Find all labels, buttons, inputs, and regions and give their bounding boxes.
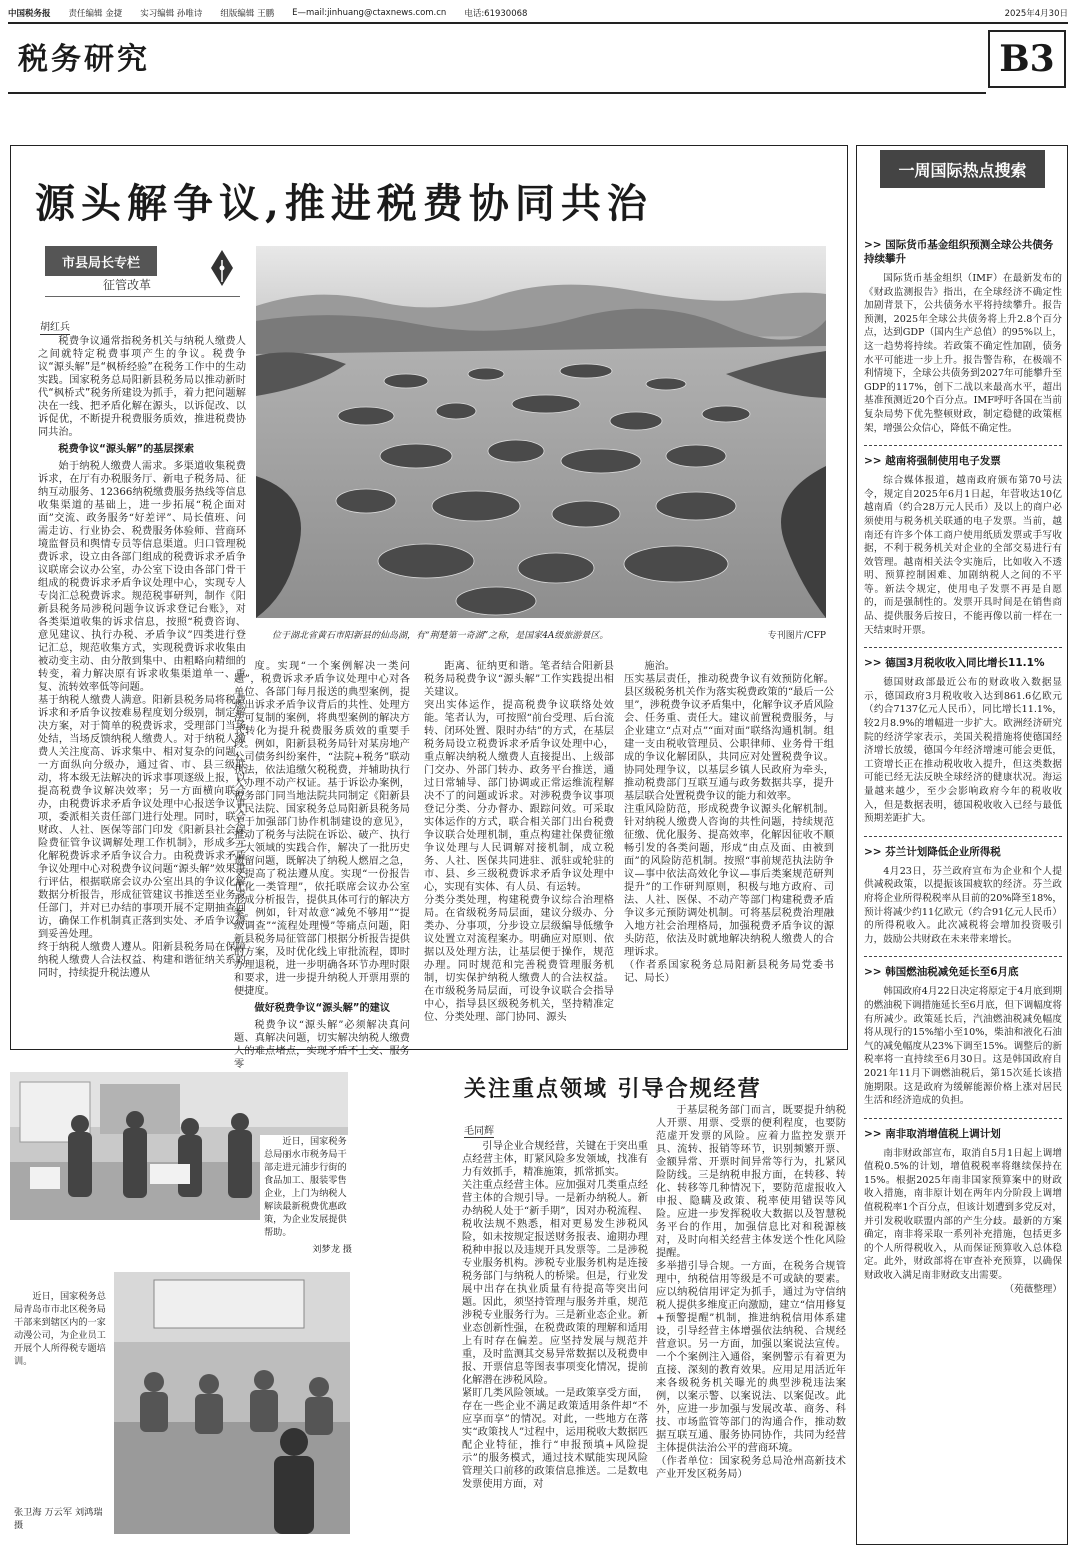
- sidebar-news-text: 德国财政部最近公布的财政收入数据显示，德国政府3月税收收入达到861.6亿欧元（约合7137亿元人民币），同比增长11.1%，较2月8.9%的增幅进一步扩大。欧洲经济研究院的经济学家表示，美国关税措施将使德国经济增长放缓，德国今年经济增速可能会更低，工资增长正在推动税收收入提升，但这类数据可能已经无法反映全球经济的健康状况。海运量越来越少，至少会影响政府今年的税收收入，但是数据表明，德国税收收入已经与最低预期差距扩大。: [864, 677, 1062, 825]
- sidebar-news-item: [864, 238, 1062, 446]
- sidebar-news-headline: >> 越南将强制使用电子发票: [864, 455, 1001, 468]
- sidebar-news-item: [864, 656, 1062, 837]
- sidebar-news-headline: >> 韩国燃油税减免延长至6月底: [864, 966, 1019, 979]
- intern-editor-name: 实习编辑 孙唯诗: [140, 9, 203, 19]
- main-author: 胡红兵: [40, 318, 70, 335]
- main-headline: 源头解争议,推进税费协同共治: [35, 180, 653, 227]
- main-col4-body: 施治。 压实基层责任，推动税费争议有效预防化解。县区级税务机关作为落实税费政策的“最后一公里”，涉税费争议矛盾集中，化解争议矛盾风险会、任务重、责任大。建议前置税费服务，与企业建立“点对点”“面对面”联络沟通机制。组建一支由税收管理员、公职律师、业务骨干组成的争议化解团队，共同应对处置税费争议。协同处理争议，以基层乡镇人民政府为牵头，推动税费部门互联互通与政务数据共享，提升基层联合处置税费争议的能力和效率。 注重风险防范，形成税费争议源头化解机制。针对纳税人缴费人咨询的共性问题，持续规范征缴、优化服务、提高效率，化解因征收不顺畅引发的各类问题，形成“由点及面、由被到面”的风险防范机制。按照“事前规范执法防争议—事中依法高效化争议—事后类案规范研判提升”的工作研判原则，积极与地方政府、司法、人社、医保、不动产等部门构建税费矛盾争议多元预防调处机制。可将基层税费治理融入地方社会治理格局，加强税费矛盾争议的源头防范，依法及时就地解决纳税人缴费人的合理诉求。 （作者系国家税务总局阳新县税务局党委书记、局长）: [624, 661, 834, 984]
- sidebar-news-text: 南非财政部宣布，取消自5月1日起上调增值税0.5%的计划，增值税税率将继续保持在15%。根据2025年南非国家预算案中的财政收入措施，南非原计划在两年内分阶段上调增值税税率1个百分点，但该计划遭到多党反对，并引发税收联盟内部的产生分歧。最新的方案确定，南非将采取一系列补充措施，包括更多的个人所得税收入，从而保证预算收入总体稳定。此外，财政部将在审查补充预算，以确保财政收入满足南非财政支出需要。: [864, 1147, 1062, 1282]
- phone: 电话:61930068: [464, 9, 528, 19]
- badge-underline: [45, 296, 240, 297]
- header-rule-bottom: [8, 92, 986, 94]
- sidebar-news-text: 韩国政府4月22日决定将原定于4月底到期的燃油税下调措施延长至6月底，但下调幅度将有所减少。政策延长后，汽油燃油税减免幅度将从现行的15%缩小至10%，柴油和液化石油气的减免幅度从23%下调至15%。调整后的新税率将一直持续至6月30日。这是韩国政府自2021年11月下调燃油税后，第15次延长该措施期限。这是政府为缓解能源价格上涨对居民生活和经济造成的负担。: [864, 986, 1062, 1107]
- photo-credit: 专刊图片/CFP: [767, 631, 826, 641]
- pen-nib-icon: [207, 248, 237, 288]
- main-column-3: [424, 660, 614, 1045]
- photo3-credit: 张卫海 万云军 刘鸿瑞 摄: [14, 1507, 103, 1531]
- sidebar-news-text: 综合媒体报道，越南政府颁布第70号法令，规定自2025年6月1日起，年营收达10亿越南盾（约合28万元人民币）及以上的商户必须使用与税务机关联通的电子发票。当前，越南还有许多个体工商户使用纸质发票或手写收据，不利于税务机关对企业的全部交易进行有效管理。越南相关法令实施后，比如收入不透明、预算控制困难、加剧纳税人之间的不平等。新法令规定，使用电子发票不再是自愿的，而是强制性的。发票开具时间是在销售商品、提供服务后按日，不能再像以前一样在一天结束时开票。: [864, 475, 1062, 636]
- second-column-1: [462, 1140, 648, 1545]
- sidebar-news-headline: >> 芬兰计划降低企业所得税: [864, 845, 1001, 858]
- column-badge: [45, 246, 240, 292]
- main-col2-body: 度。实现“一个案例解决一类问题”，税费诉求矛盾争议处理中心对各单位、各部门每月报送的典型案例，提炼出诉求矛盾争议背后的共性、处理方法可复制的案例，将典型案例的解决方式转化为提升税费服务质效的重要手段。例如，阳新县税务局针对某房地产公司债务纠纷案件，“法院+税务”联动执法，依法追缴欠税税费，并辅助执行人办理不动产权证。基于诉讼办案例，税务部门同当地法院共同制定《阳新县人民法院、国家税务总局阳新县税务局关于加强部门协作机制建设的意见》，推动了税务与法院在诉讼、破产、执行三大领域的实践合作，解决了一批历史遗留问题，既解决了纳税人燃眉之急，又提高了税法遵从度。实现“一份报告优化一类管理”，依托联席会议办公室形成分析报告，提供具体可行的解决方案。例如，针对故意“减免不够用”“提级调查”“流程处理慢”等痛点问题，阳新县税务局征管部门根据分析报告提供的方案，及时优化线上审批流程，即时办理退税，进一步明确各环节办理时限和要求，进一步提升纳税人开票用票的便捷度。: [234, 661, 410, 997]
- sidebar-news-item: [864, 454, 1062, 648]
- column-badge-title: 市县局长专栏: [45, 246, 157, 276]
- main-intro: 税费争议通常指税务机关与纳税人缴费人之间就特定税费事项产生的争议。税费争议“源头解”是“枫桥经验”在税务工作中的生动实践。国家税务总局阳新县税务局以推动新时代“枫桥式”税务所建设为抓手，着力把问题解决在一线、把矛盾化解在源头，以诉促改、以诉促优，不断提升税费服务质效，推进税费协同共治。: [38, 336, 246, 438]
- tax-training-photo: [114, 1272, 350, 1534]
- second-author: 毛同辉: [464, 1122, 494, 1138]
- photo2-caption-block: [260, 1135, 352, 1256]
- lake-islands-photo: [256, 246, 826, 618]
- sidebar-news-headline: >> 德国3月税收收入同比增长11.1%: [864, 657, 1045, 670]
- sidebar-news-text: 国际货币基金组织（IMF）在最新发布的《财政监测报告》指出，在全球经济不确定性加剧背景下，公共债务水平将持续攀升。报告预测，2025年全球公共债务将上升2.8个百分点，达到GDP（国内生产总值）的95%以上，这一趋势将持续。若政策不确定性加剧，债务水平可能进一步上升。报告警告称，在极端不利情境下，全球公共债务到2027年可能攀升至GDP的117%，创下二战以来最高水平，超出基准预测近20个百分点。IMF呼吁各国在当前复杂局势下优先整顿财政，制定稳健的政策框架，增强公众信心，降低不确定性。: [864, 273, 1062, 434]
- photo2-credit: 刘梦龙 摄: [312, 1244, 352, 1255]
- masthead-bar: [8, 6, 1068, 20]
- photo3-caption: 近日，国家税务总局青岛市市北区税务局干部来到辖区内的一家动漫公司，为企业员工开展个人所得税专题培训。: [14, 1291, 106, 1367]
- issue-date: 2025年4月30日: [1004, 9, 1068, 19]
- sidebar-news-item: [864, 1127, 1062, 1283]
- photo-caption-row: [256, 628, 826, 641]
- photo2-caption: 近日，国家税务总局丽水市税务局干部走进元浦步行街的食品加工、服装零售企业，上门为纳税人解读最新税费优惠政策，为企业发展提供帮助。: [264, 1136, 347, 1238]
- sidebar-news-headline: >> 国际货币基金组织预测全球公共债务持续攀升: [864, 239, 1054, 265]
- paper-name: 中国税务报: [8, 9, 51, 19]
- layout-editor-name: 组版编辑 王鹏: [220, 9, 275, 19]
- sidebar-divider: [864, 647, 1062, 648]
- main-column-2: [234, 660, 410, 1070]
- sidebar-divider: [864, 1118, 1062, 1119]
- email[interactable]: E—mail:jinhuang@ctaxnews.com.cn: [292, 8, 447, 18]
- sidebar-divider: [864, 445, 1062, 446]
- second-column-2: [656, 1104, 846, 1545]
- sidebar-divider: [864, 836, 1062, 837]
- sidebar-news-text: 4月23日，芬兰政府宣布为企业和个人提供减税政策，以提振该国疲软的经济。芬兰政府将企业所得税税率从目前的20%降至18%，预计将减少约11亿欧元（约合91亿元人民币）的所得税收入。此次减税将会增加投资吸引力，鼓励公共财政在未来带来增长。: [864, 865, 1062, 945]
- sidebar-news-headline: >> 南非取消增值税上调计划: [864, 1127, 1001, 1140]
- sidebar-news-item: [864, 965, 1062, 1118]
- sidebar-news-item: [864, 845, 1062, 958]
- main-column-1: [38, 335, 246, 1045]
- page-number: B3: [988, 30, 1066, 88]
- photo-caption: 位于湖北省黄石市阳新县的仙岛湖，有“荆楚第一奇湖”之称，是国家4A级旅游景区。: [272, 631, 609, 641]
- second-col1-body: 引导企业合规经营，关键在于突出重点经营主体，盯紧风险多发领域，找准有力有效抓手，精准施策，抓常抓实。 关注重点经营主体。应加强对几类重点经营主体的合规引导。一是新办纳税人。新办纳税人处于“新手期”，因对办税流程、税收法规不熟悉，相对更易发生涉税风险，如未按规定报送财务报表、逾期办理税种申报以及违规开具发票等。二是涉税专业服务机构。涉税专业服务机构是连接税务部门与纳税人的桥梁。但是，行业发展中出存在执业质量有待提高等突出问题。因此，须坚持管理与服务并重，规范涉税专业服务行为。三是新业态企业。新业态创新性强，在税费政策的理解和适用上有时存在偏差。应坚持发展与规范并重，及时监测其交易异常数据以及税费申报、开票信息等图表事项变化情况，提前化解潜在涉税风险。 紧盯几类风险领域。一是政策享受方面，存在一些企业不满足政策适用条件却“不应享而享”的情况。对此，一些地方在落实“政策找人”过程中，运用税收大数据匹配企业特征，推行“申报预填+风险提示”的服务模式，通过技术赋能实现风险管理关口前移的政策信息推送。二是数电发票使用方面，对: [462, 1141, 648, 1490]
- sidebar-credit: （苑薇整理）: [1004, 1283, 1062, 1295]
- section-heading-2: 做好税费争议“源头解”的建议: [254, 1003, 391, 1014]
- second-col2-body: 于基层税务部门而言，既要提升纳税人开票、用票、受票的便利程度，也要防范虚开发票的风险。应着力监控发票开具、流转、报销等环节，识别频繁开票、金额异常、开票时间异常等行为，扎紧风险防线。三是纳税申报方面，在转移、转化、转移等几种情况下，要防范虚报收入申报、隐瞒及政策、税率使用错误等风险。应进一步发挥税收大数据以及智慧税务平台的作用，加强信息比对和税源核对，及时向相关经营主体发送个性化风险提醒。 多举措引导合规。一方面，在税务合规管理中，纳税信用等级是不可或缺的要素。应以纳税信用评定为抓手，通过为守信纳税人提供多维度正向激励，建立“信用修复+预警提醒”机制，推进纳税信用体系建设，引导经营主体增强依法纳税、合规经营意识。另一方面，加强以案说法宣传。一个个案例注入通俗，案例警示有着更为直接、深刻的教育效果。应用足用活近年来各级税务机关曝光的典型涉税违法案例，以案示警、以案说法、以案促改。此外，应进一步加强与发展改革、商务、科技、市场监管等部门的沟通合作，推动数据互联互通、服务协同协作，共同为经营主体提供法治公平的营商环境。 （作者单位：国家税务总局沧州高新技术产业开发区税务局）: [656, 1105, 846, 1480]
- sidebar-news-list: [864, 230, 1062, 1540]
- editor-name: 责任编辑 金捷: [68, 9, 123, 19]
- section-heading-1: 税费争议“源头解”的基层探索: [58, 444, 195, 455]
- second-headline: 关注重点领域 引导合规经营: [464, 1076, 762, 1102]
- main-col3-body: 距离、征纳更和谐。笔者结合阳新县税务局税费争议“源头解”工作实践提出相关建议。 突出实体运作，提高税费争议联络处效能。笔者认为，可按照“前台受理、后台流转、闭环处置、限时办结”的方式，在基层税务局设立税费诉求矛盾争议处理中心，重点解决纳税人缴费人直接提出、上级部门交办、外部门转办、政务平台推送，通过日常辅导、部门协调或正常运维流程解决不了的问题或诉求。对涉税费争议事项登记分类、分办督办、跟踪问效。可采取实体运作的方式，联合相关部门出台税费争议联合处理机制，重点构建社保费征缴争议处理与人民调解对接机制，成立税务、人社、医保共同进驻、派驻或轮驻的市、县、乡三级税费诉求矛盾争议处理中心，实现有实体、有人员、有运转。 分类分类处理，构建税费争议综合治理格局。在省级税务局层面，建议分级办、分类办、分事项，分步设立层级编导低缴争议处置立对流程案办。明确应对原则、依据以及处理方法，让基层便于操作，规范办理。同时规范和完善税费管理服务机制，切实保护纳税人缴费人的合法权益。在市级税务局层面，可设争议联合会指导中心，指导县区级税务机关，坚持精准定位、分类处理、部门协同、源头: [424, 661, 614, 1023]
- header-rule: [8, 22, 1068, 24]
- sidebar-divider: [864, 956, 1062, 957]
- main-column-4: [624, 660, 834, 1045]
- sidebar-title: 一周国际热点搜索: [880, 150, 1045, 188]
- main-col1-body: 始于纳税人缴费人需求。多渠道收集税费诉求，在厅有办税服务厅、新电子税务局、征纳互动服务、12366纳税缴费服务热线等信息收集渠道的基础上，进一步拓展“税企面对面”交流、政务服务“好差评”、局长值班、问需走访、行业协会、税费服务体验师、营商环境监督员和舆情专员等信息渠道。归口管理税费诉求，设立由各部门组成的税费诉求矛盾争议联席会议办公室，办公室下设由各部门骨干组成的税费诉求矛盾争议处理中心，实现专人专岗汇总税费诉求。规范税事研判，制作《阳新县税务局涉税问题争议诉求登记台账》，对各类渠道收集的诉求信息，按照“税费咨询、意见建议、执行办税、矛盾争议”四类进行登记汇总，规范收集方式，实现税费诉求收集由被动变主动、由分散到集中、由粗略向精细的转变，着力解决原有诉求收集渠道单一、重复、流转效率低等问题。 基于纳税人缴费人满意。阳新县税务局将税费诉求和矛盾争议按难易程度划分级别，制定解决方案，对于简单的税费诉求，受理部门当场处结，当场反馈纳税人缴费人。对于纳税人缴费人关注度高、诉求集中、相对复杂的问题，一方面纵向分级办，通过省、市、县三级联动，将本级无法解决的诉求事项逐级上报，以提高税费争议解决效率；另一方面横向联合办，由税费诉求矛盾争议处理中心报送争议事项，委派相关责任部门进行处理。同时，联合财政、人社、医保等部门印发《阳新县社会保险费征管争议调解处理工作机制》，形成多元化解税费诉求矛盾争议合力。由税费诉求矛盾争议处理中心对税费争议问题“源头解”效果进行评估，根据联席会议办公室出具的争议化解数据分析报告，形成征管建议书推送至业务责任部门，并对已办结的事项开展不定期抽查回访，确保工作机制真正落到实处、矛盾争议得到妥善处理。 终于纳税人缴费人遵从。阳新县税务局在保障纳税人缴费人合法权益、构建和谐征纳关系的同时，持续提升税法遵从: [38, 461, 246, 979]
- section-title: 税务研究: [18, 42, 150, 77]
- main-col2-rest: 税费争议“源头解”必须解决真问题、真解决问题，切实解决纳税人缴费人的难点堵点，实现矛盾不上交、服务零: [234, 1020, 410, 1070]
- column-badge-subtitle: 征管改革: [103, 278, 152, 292]
